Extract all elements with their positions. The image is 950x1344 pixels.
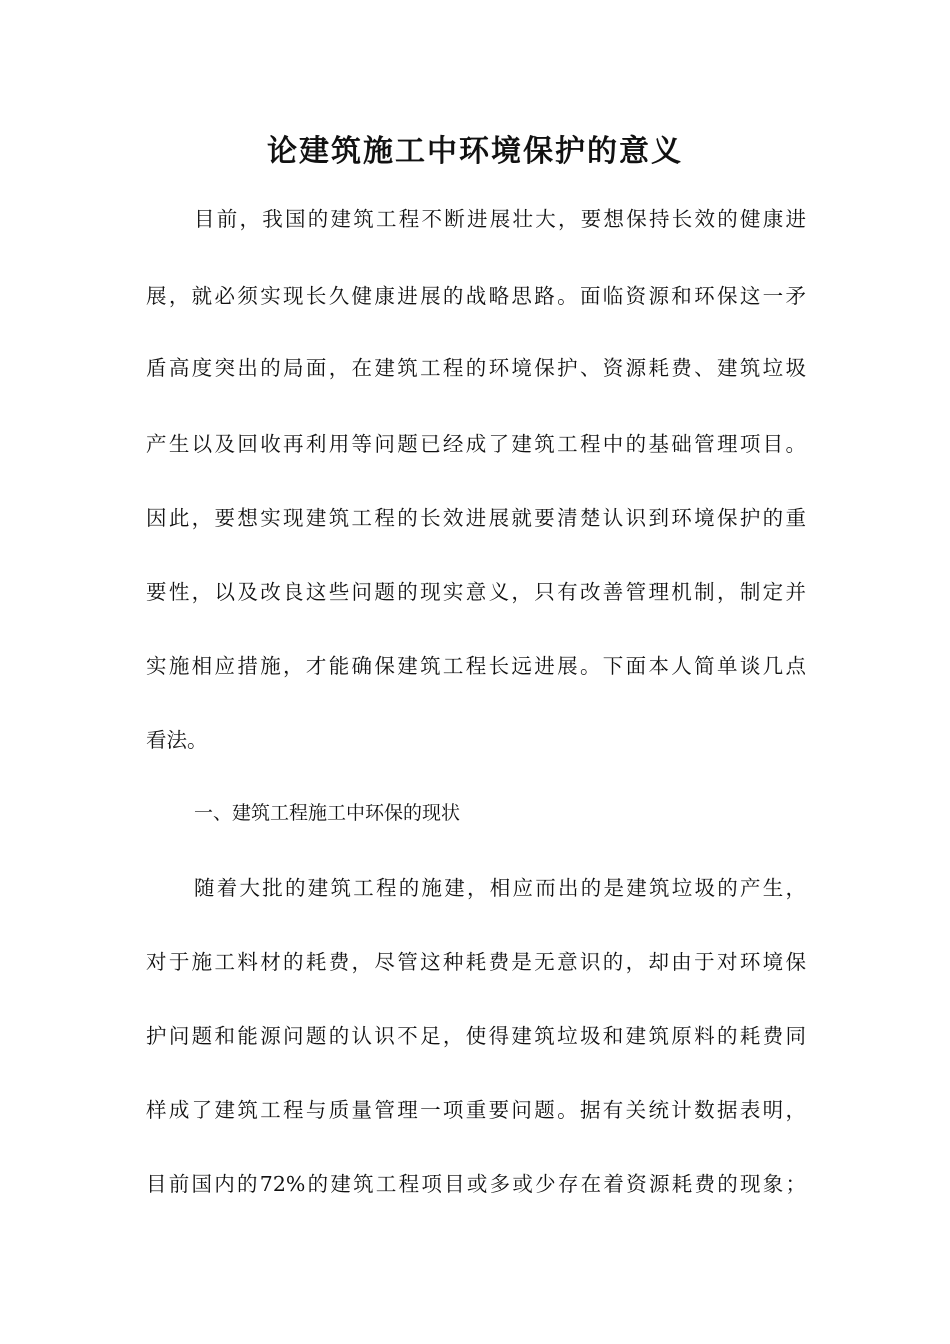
paragraph-line: 产生以及回收再利用等问题已经成了建筑工程中的基础管理项目。 [146, 432, 806, 456]
paragraph-line: 因此，要想实现建筑工程的长效进展就要清楚认识到环境保护的重 [146, 506, 806, 530]
paragraph-line: 盾高度突出的局面，在建筑工程的环境保护、资源耗费、建筑垃圾 [146, 356, 806, 380]
paragraph-line: 护问题和能源问题的认识不足，使得建筑垃圾和建筑原料的耗费同 [146, 1024, 806, 1048]
paragraph-line: 样成了建筑工程与质量管理一项重要问题。据有关统计数据表明， [146, 1098, 806, 1122]
section-heading: 一、建筑工程施工中环保的现状 [194, 802, 461, 824]
paragraph-line: 展，就必须实现长久健康进展的战略思路。面临资源和环保这一矛 [146, 284, 806, 308]
paragraph-line: 对于施工料材的耗费，尽管这种耗费是无意识的，却由于对环境保 [146, 950, 806, 974]
paragraph-line: 目前国内的72%的建筑工程项目或多或少存在着资源耗费的现象； [146, 1172, 806, 1196]
document-title: 论建筑施工中环境保护的意义 [267, 134, 683, 169]
paragraph-line: 看法。 [146, 728, 208, 752]
paragraph-line: 目前，我国的建筑工程不断进展壮大，要想保持长效的健康进 [194, 207, 806, 231]
paragraph-line: 随着大批的建筑工程的施建，相应而出的是建筑垃圾的产生， [194, 876, 806, 900]
paragraph-line: 实施相应措施，才能确保建筑工程长远进展。下面本人简单谈几点 [146, 654, 806, 678]
paragraph-line: 要性，以及改良这些问题的现实意义，只有改善管理机制，制定并 [146, 580, 806, 604]
